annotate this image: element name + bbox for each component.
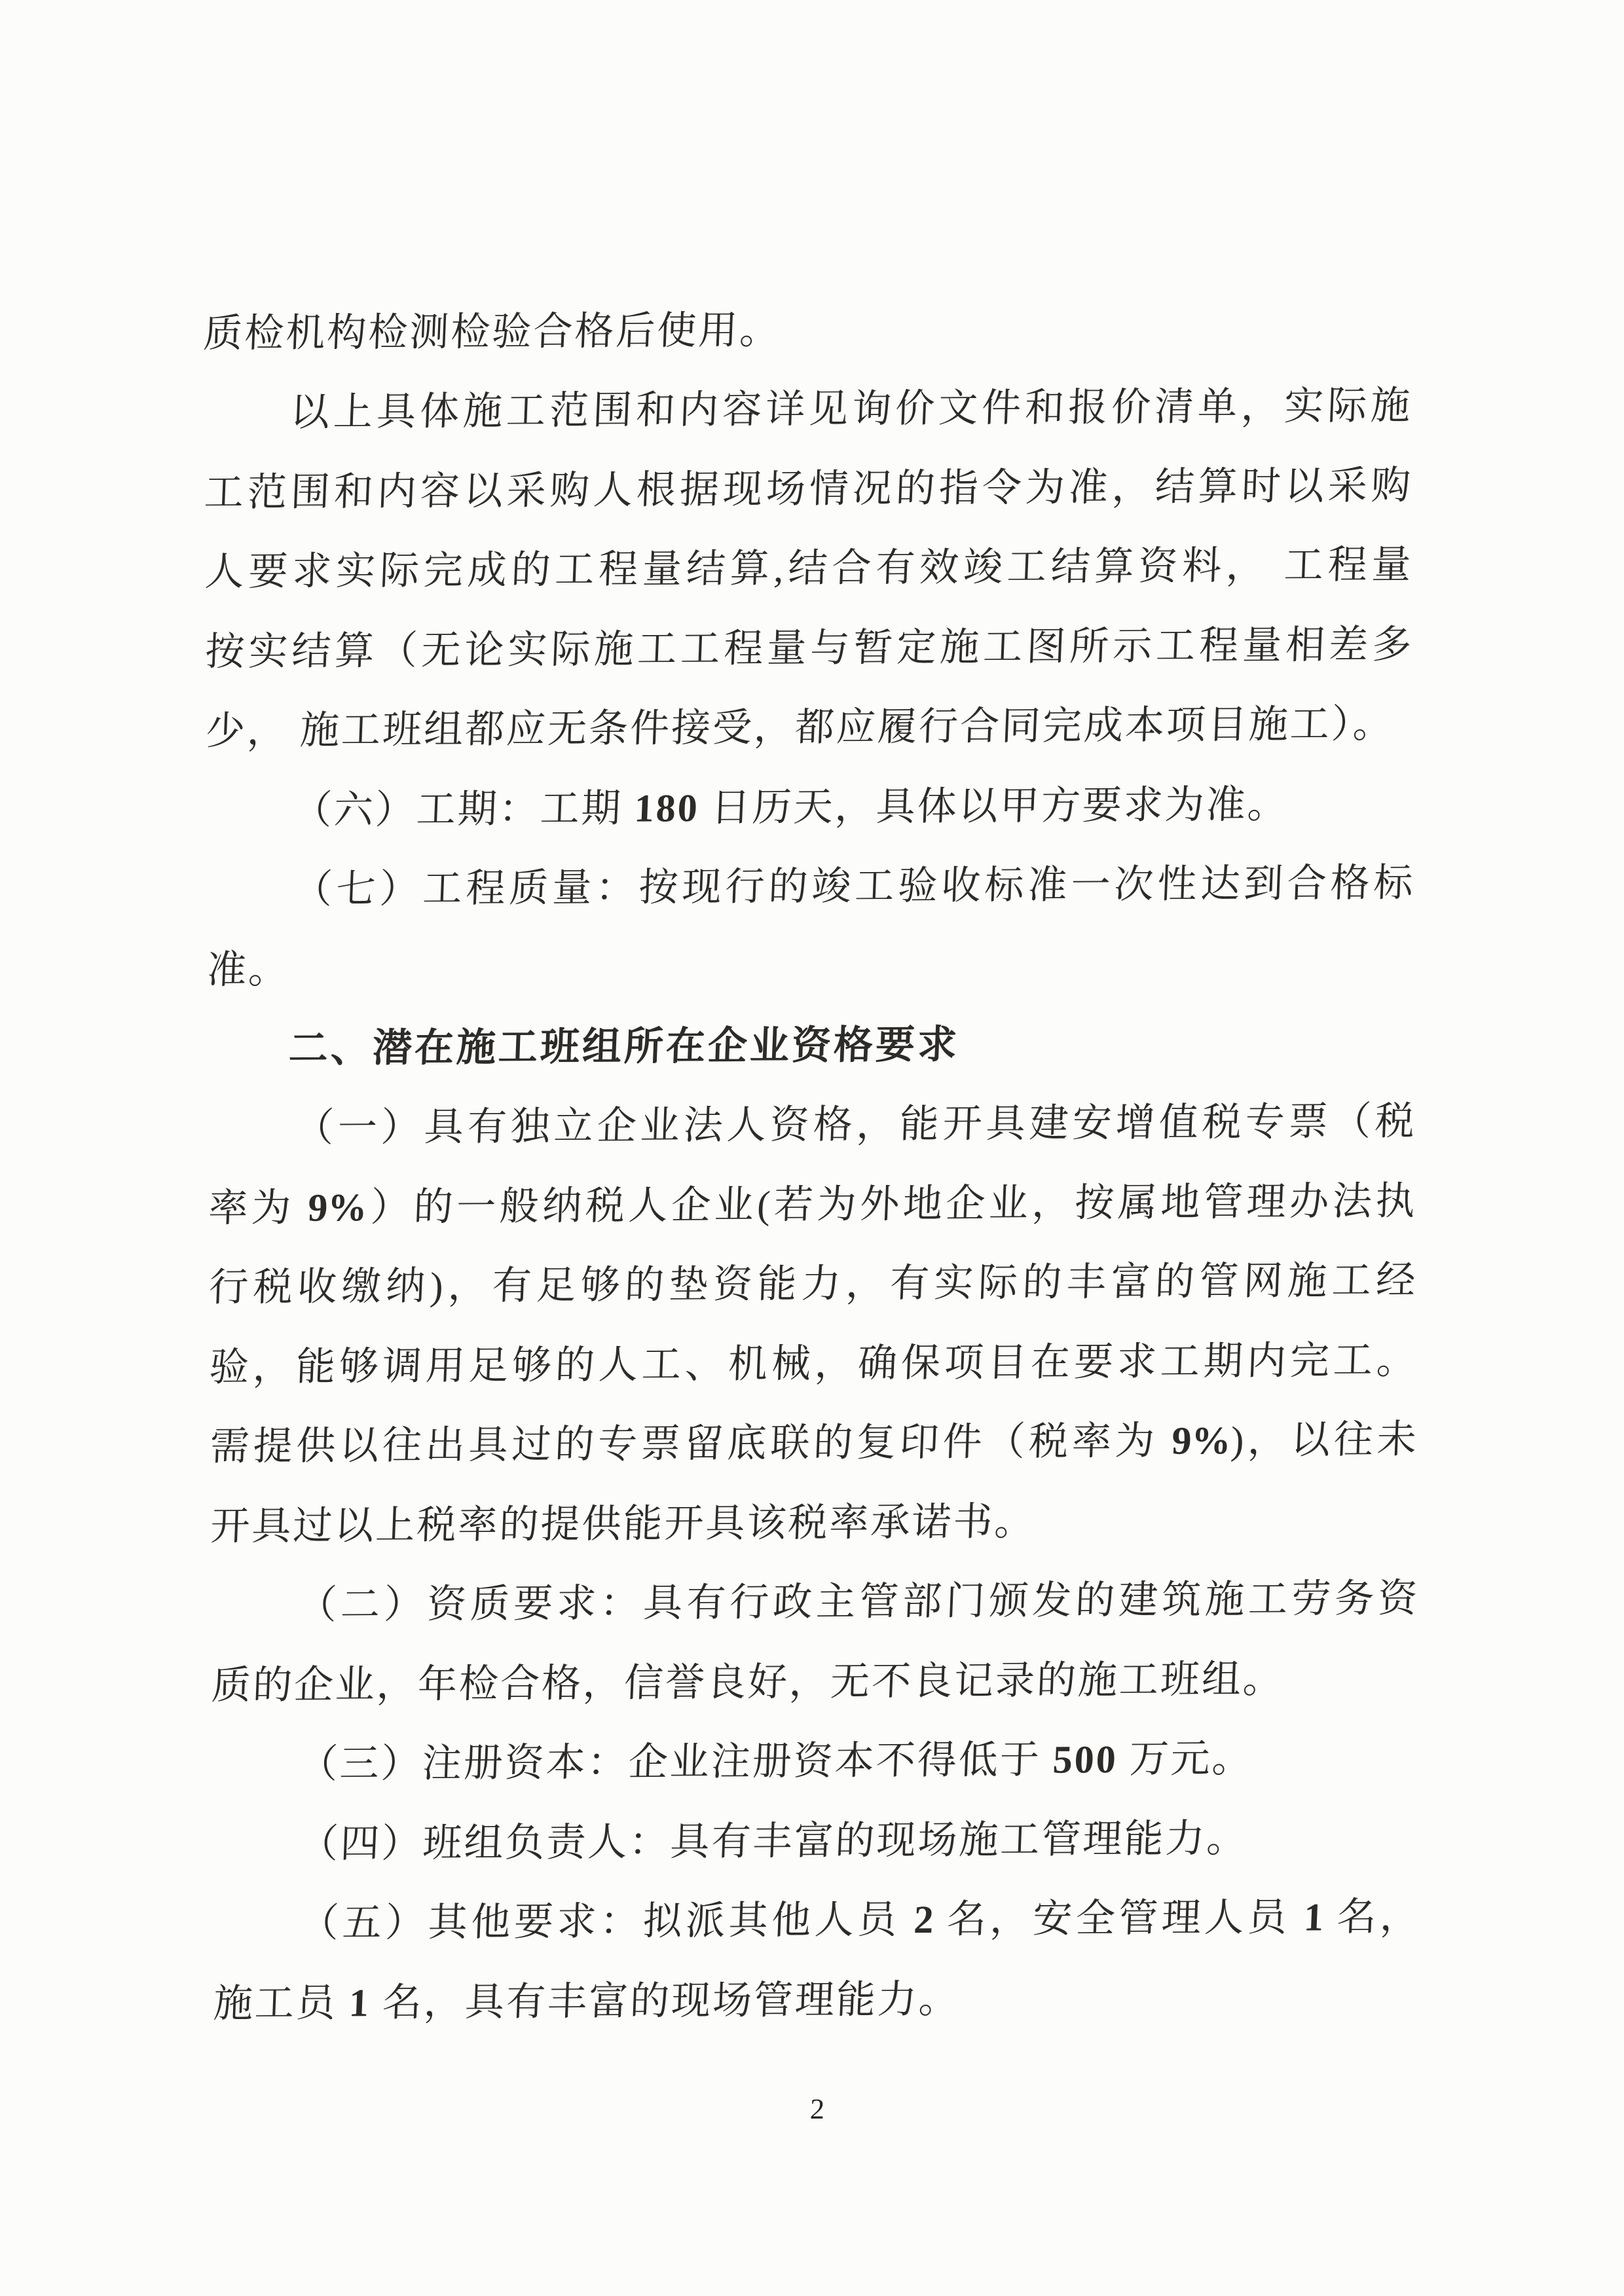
text-line-11: （一）具有独立企业法人资格，能开具建安增值税专票（税 bbox=[293, 1099, 1416, 1150]
text-line-21: （五）其他要求：拟派其他人员 2 名，安全管理人员 1 名， bbox=[298, 1895, 1420, 1945]
text-line-18: 质的企业，年检合格，信誉良好，无不良记录的施工班组。 bbox=[210, 1657, 1285, 1707]
text-line-17: （二）资质要求：具有行政主管部门颁发的建筑施工劳务资 bbox=[296, 1576, 1418, 1627]
text-line-16: 开具过以上税率的提供能开具该税率承诺书。 bbox=[210, 1499, 1037, 1548]
text-line-14: 验，能够调用足够的人工、机械，确保项目在要求工期内完工。 bbox=[208, 1338, 1417, 1389]
text-line-2: 以上具体施工范围和内容详见询价文件和报价清单，实际施 bbox=[289, 384, 1411, 434]
text-line-7: （六）工期：工期 180 日历天，具体以甲方要求为准。 bbox=[291, 782, 1290, 832]
text-line-9: 准。 bbox=[206, 947, 291, 992]
text-line-12: 率为 9%）的一般纳税人企业(若为外地企业，按属地管理办法执 bbox=[208, 1179, 1416, 1230]
text-line-6: 少， 施工班组都应无条件接受，都应履行合同完成本项目施工）。 bbox=[204, 702, 1395, 753]
text-line-4: 人要求实际完成的工程量结算,结合有效竣工结算资料， 工程量 bbox=[204, 543, 1412, 594]
text-line-13: 行税收缴纳)，有足够的垫资能力，有实际的丰富的管网施工经 bbox=[208, 1258, 1416, 1309]
text-line-20: （四）班组负责人：具有丰富的现场施工管理能力。 bbox=[298, 1816, 1249, 1866]
text-line-1: 质检机构检测检验合格后使用。 bbox=[202, 308, 782, 355]
section-heading: 二、潜在施工班组所在企业资格要求 bbox=[287, 1023, 961, 1070]
text-line-19: （三）注册资本：企业注册资本不得低于 500 万元。 bbox=[297, 1736, 1255, 1786]
text-line-3: 工范围和内容以采购人根据现场情况的指令为准，结算时以采购 bbox=[203, 464, 1412, 515]
text-line-8: （七）工程质量：按现行的竣工验收标准一次性达到合格标 bbox=[292, 861, 1414, 911]
text-line-5: 按实结算（无论实际施工工程量与暂定施工图所示工程量相差多 bbox=[204, 623, 1412, 674]
page-number: 2 bbox=[809, 2092, 825, 2126]
text-line-15: 需提供以往出具过的专票留底联的复印件（税率为 9%)，以往未 bbox=[209, 1417, 1418, 1468]
text-line-22: 施工员 1 名，具有丰富的现场管理能力。 bbox=[212, 1977, 961, 2026]
